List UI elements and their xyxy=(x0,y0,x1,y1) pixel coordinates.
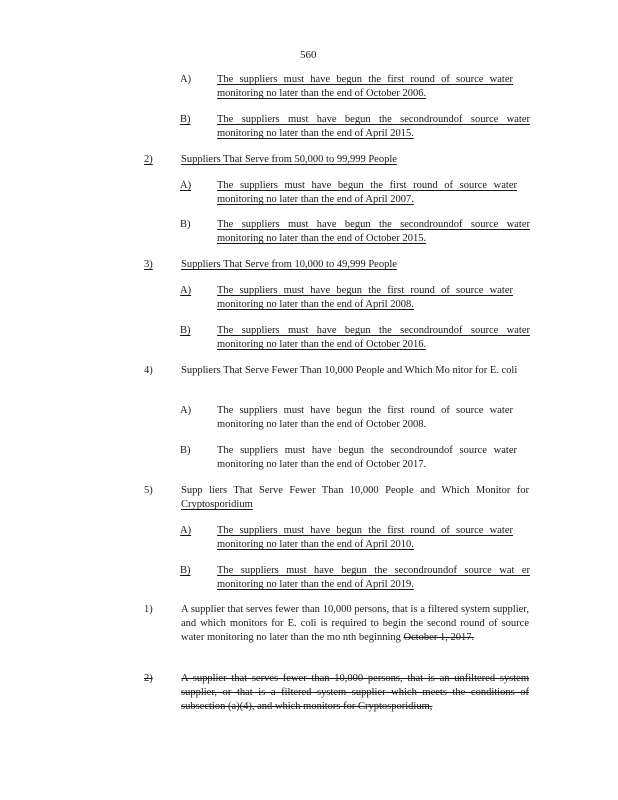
item-text: The suppliers must have begun the secondroundof source water monitoring no later than the end of October 2016. xyxy=(217,325,530,350)
item-label: B) xyxy=(180,325,191,336)
item-text: The suppliers must have begun the secondroundof source water monitoring no later than the end of October 2015. xyxy=(217,219,530,244)
item-text: The suppliers must have begun the first round of source water monitoring no later than the end of April 2008. xyxy=(217,285,513,310)
section-heading: Supp liers That Serve Fewer Than 10,000 People and Which Monitor for Cryptosporidium xyxy=(181,485,529,510)
paragraph-text: A supplier that serves fewer than 10,000 persons, that is an unfiltered system supplier, or that is a filtered system supplier which meets the conditions of subsection (a)(4), and which monitors for Cryptosporidium, xyxy=(181,673,529,712)
section-label: 2) xyxy=(144,154,153,165)
item-label: A) xyxy=(180,74,192,85)
item-label: B) xyxy=(180,219,191,230)
item-label: B) xyxy=(180,565,191,576)
section-heading: Suppliers That Serve from 10,000 to 49,999 People xyxy=(181,259,397,270)
section-heading: Suppliers That Serve Fewer Than 10,000 People and Which Mo nitor for E. coli xyxy=(181,365,518,376)
item-label: A) xyxy=(180,405,192,416)
item-text: The suppliers must have begun the secondroundof source water monitoring no later than the end of April 2015. xyxy=(217,114,530,139)
paragraph-label: 2) xyxy=(144,673,153,684)
paragraph-text: A supplier that serves fewer than 10,000 persons, that is a filtered system supplier, and which monitors for E. coli is required to begin the second round of source water monitoring no later than the mo nth beginning October 1, 2017. xyxy=(181,604,529,643)
item-text: The suppliers must have begun the secondroundof source water monitoring no later than the end of October 2017. xyxy=(217,445,517,470)
paragraph-label: 1) xyxy=(144,604,153,615)
section-label: 5) xyxy=(144,485,153,496)
page-number: 560 xyxy=(300,49,317,61)
item-label: A) xyxy=(180,285,192,296)
section-heading: Suppliers That Serve from 50,000 to 99,999 People xyxy=(181,154,397,165)
item-text: The suppliers must have begun the first round of source water monitoring no later than the end of October 2006. xyxy=(217,74,513,99)
section-label: 4) xyxy=(144,365,153,376)
item-text: The suppliers must have begun the first round of source water monitoring no later than the end of October 2008. xyxy=(217,405,513,430)
item-label: A) xyxy=(180,180,192,191)
item-text: The suppliers must have begun the first round of source water monitoring no later than the end of April 2007. xyxy=(217,180,517,205)
item-text: The suppliers must have begun the first round of source water monitoring no later than the end of April 2010. xyxy=(217,525,513,550)
item-label: B) xyxy=(180,114,191,125)
item-label: B) xyxy=(180,445,191,456)
section-label: 3) xyxy=(144,259,153,270)
item-text: The suppliers must have begun the secondroundof source wat er monitoring no later than the end of April 2019. xyxy=(217,565,530,590)
item-label: A) xyxy=(180,525,192,536)
